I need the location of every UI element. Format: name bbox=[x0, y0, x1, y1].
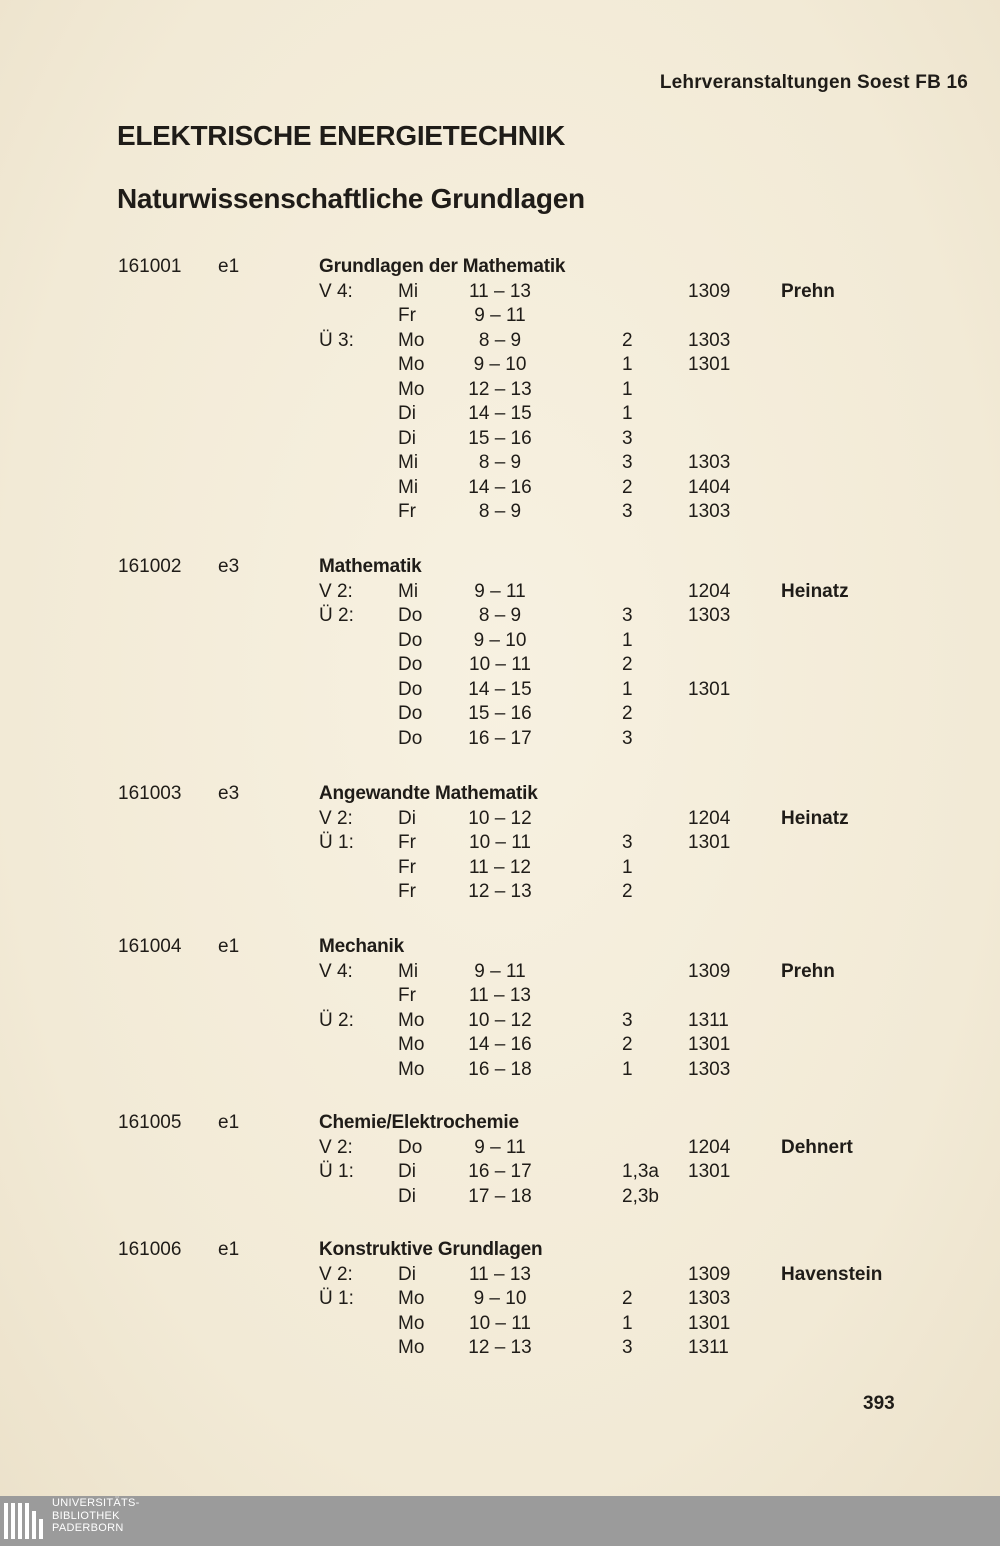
time-slot: 14 – 15 bbox=[468, 678, 532, 700]
room-number: 1301 bbox=[688, 1034, 731, 1055]
schedule-row bbox=[0, 807, 1000, 832]
session-type: V 2: bbox=[319, 1263, 353, 1285]
time-slot: 9 – 11 bbox=[474, 960, 526, 982]
time-slot: 9 – 11 bbox=[474, 305, 526, 326]
group-number: 2 bbox=[622, 1288, 633, 1309]
session-type: V 2: bbox=[319, 1136, 353, 1158]
course-header-row bbox=[0, 255, 1000, 280]
time-slot: 8 – 9 bbox=[478, 605, 522, 626]
schedule-row bbox=[0, 1033, 1000, 1058]
weekday: Mo bbox=[398, 378, 425, 400]
time-slot: 11 – 13 bbox=[469, 1263, 531, 1285]
group-number: 2 bbox=[622, 881, 633, 902]
course-code: e1 bbox=[218, 1112, 240, 1133]
time-slot: 9 – 10 bbox=[473, 354, 527, 375]
library-name-line: UNIVERSITÄTS- bbox=[52, 1497, 140, 1509]
group-number: 1 bbox=[622, 1058, 633, 1080]
group-number: 2 bbox=[622, 1034, 633, 1055]
lecturer-name: Dehnert bbox=[781, 1136, 853, 1158]
library-bars-icon bbox=[4, 1501, 44, 1541]
group-number: 3 bbox=[622, 452, 633, 473]
weekday: Do bbox=[398, 727, 423, 749]
course-header-row bbox=[0, 1111, 1000, 1136]
room-number: 1303 bbox=[688, 605, 731, 626]
weekday: Mo bbox=[398, 354, 425, 375]
course-title: Mathematik bbox=[319, 556, 422, 577]
weekday: Fr bbox=[398, 501, 416, 522]
course-code: e3 bbox=[218, 783, 240, 804]
time-slot: 15 – 16 bbox=[468, 427, 532, 449]
time-slot: 14 – 16 bbox=[468, 476, 532, 498]
weekday: Fr bbox=[398, 832, 416, 853]
time-slot: 10 – 11 bbox=[469, 1312, 531, 1334]
schedule-row bbox=[0, 702, 1000, 727]
weekday: Mo bbox=[398, 1034, 425, 1055]
weekday: Fr bbox=[398, 881, 416, 902]
weekday: Mi bbox=[398, 960, 419, 982]
time-slot: 9 – 10 bbox=[473, 629, 527, 651]
group-number: 1 bbox=[622, 629, 633, 651]
room-number: 1204 bbox=[688, 580, 731, 602]
chapter-title: ELEKTRISCHE ENERGIETECHNIK bbox=[117, 120, 566, 151]
weekday: Di bbox=[398, 1161, 416, 1182]
schedule-row bbox=[0, 678, 1000, 703]
session-type: V 2: bbox=[319, 580, 353, 602]
time-slot: 17 – 18 bbox=[468, 1185, 532, 1207]
weekday: Di bbox=[398, 403, 416, 424]
course-code: e1 bbox=[218, 1239, 240, 1260]
group-number: 2 bbox=[622, 703, 633, 724]
weekday: Di bbox=[398, 1263, 416, 1285]
weekday: Mo bbox=[398, 1288, 425, 1309]
library-name-line: BIBLIOTHEK bbox=[52, 1509, 120, 1522]
time-slot: 11 – 13 bbox=[469, 985, 531, 1006]
schedule-row bbox=[0, 1009, 1000, 1034]
schedule-row bbox=[0, 451, 1000, 476]
section-title: Naturwissenschaftliche Grundlagen bbox=[117, 183, 585, 214]
group-number: 2 bbox=[622, 654, 633, 675]
time-slot: 15 – 16 bbox=[468, 703, 532, 724]
weekday: Mo bbox=[398, 329, 425, 351]
session-type: Ü 2: bbox=[319, 605, 354, 626]
room-number: 1303 bbox=[688, 501, 731, 522]
room-number: 1309 bbox=[688, 280, 731, 302]
schedule-row bbox=[0, 960, 1000, 985]
room-number: 1303 bbox=[688, 452, 731, 473]
schedule-row bbox=[0, 1058, 1000, 1083]
group-number: 1 bbox=[622, 403, 633, 424]
time-slot: 10 – 11 bbox=[469, 832, 531, 853]
schedule-row bbox=[0, 653, 1000, 678]
schedule-row bbox=[0, 1185, 1000, 1210]
room-number: 1301 bbox=[688, 1312, 731, 1334]
session-type: V 2: bbox=[319, 807, 353, 829]
course-header-row bbox=[0, 782, 1000, 807]
time-slot: 9 – 11 bbox=[474, 580, 526, 602]
schedule-row bbox=[0, 427, 1000, 452]
weekday: Mo bbox=[398, 1337, 425, 1358]
weekday: Di bbox=[398, 807, 416, 829]
course-header-row bbox=[0, 1238, 1000, 1263]
group-number: 1 bbox=[622, 856, 633, 878]
course-header-row bbox=[0, 555, 1000, 580]
schedule-row bbox=[0, 727, 1000, 752]
time-slot: 12 – 13 bbox=[468, 881, 532, 902]
library-name-line: PADERBORN bbox=[52, 1522, 124, 1534]
weekday: Mo bbox=[398, 1312, 425, 1334]
group-number: 3 bbox=[622, 1337, 633, 1358]
lecturer-name: Heinatz bbox=[781, 580, 849, 602]
schedule-row bbox=[0, 856, 1000, 881]
weekday: Mi bbox=[398, 280, 419, 302]
lecturer-name: Heinatz bbox=[781, 807, 849, 829]
time-slot: 9 – 10 bbox=[473, 1288, 527, 1309]
group-number: 1 bbox=[622, 354, 633, 375]
group-number: 3 bbox=[622, 832, 633, 853]
schedule-row bbox=[0, 984, 1000, 1009]
room-number: 1303 bbox=[688, 329, 731, 351]
weekday: Mo bbox=[398, 1058, 425, 1080]
group-number: 3 bbox=[622, 501, 633, 522]
room-number: 1309 bbox=[688, 1263, 731, 1285]
schedule-row bbox=[0, 604, 1000, 629]
course-code: e1 bbox=[218, 936, 240, 957]
library-name bbox=[52, 1497, 140, 1535]
schedule-row bbox=[0, 304, 1000, 329]
weekday: Mi bbox=[398, 580, 419, 602]
group-number: 1 bbox=[622, 1312, 633, 1334]
time-slot: 11 – 13 bbox=[469, 280, 531, 302]
time-slot: 16 – 18 bbox=[468, 1058, 532, 1080]
page-number: 393 bbox=[863, 1393, 895, 1414]
group-number: 2 bbox=[622, 476, 633, 498]
room-number: 1303 bbox=[688, 1058, 731, 1080]
course-title: Chemie/Elektrochemie bbox=[319, 1112, 519, 1133]
course-number: 161004 bbox=[118, 936, 182, 957]
schedule-row bbox=[0, 1287, 1000, 1312]
room-number: 1404 bbox=[688, 476, 731, 498]
time-slot: 10 – 12 bbox=[468, 807, 532, 829]
group-number: 3 bbox=[622, 605, 633, 626]
time-slot: 11 – 12 bbox=[469, 856, 531, 878]
course-title: Grundlagen der Mathematik bbox=[319, 256, 566, 277]
schedule-row bbox=[0, 402, 1000, 427]
session-type: Ü 2: bbox=[319, 1009, 354, 1031]
session-type: V 4: bbox=[319, 280, 353, 302]
room-number: 1204 bbox=[688, 807, 731, 829]
course-title: Angewandte Mathematik bbox=[319, 783, 538, 804]
schedule-row bbox=[0, 1312, 1000, 1337]
group-number: 2,3b bbox=[622, 1185, 659, 1207]
schedule-row bbox=[0, 1336, 1000, 1361]
schedule-row bbox=[0, 831, 1000, 856]
time-slot: 9 – 11 bbox=[474, 1136, 526, 1158]
schedule-row bbox=[0, 378, 1000, 403]
time-slot: 8 – 9 bbox=[478, 329, 522, 351]
weekday: Do bbox=[398, 629, 423, 651]
group-number: 1 bbox=[622, 378, 633, 400]
weekday: Do bbox=[398, 605, 423, 626]
course-code: e3 bbox=[218, 556, 240, 577]
course-number: 161002 bbox=[118, 556, 182, 577]
time-slot: 10 – 12 bbox=[468, 1009, 532, 1031]
weekday: Fr bbox=[398, 305, 416, 326]
time-slot: 12 – 13 bbox=[468, 1337, 532, 1358]
group-number: 1,3a bbox=[622, 1161, 659, 1182]
lecturer-name: Prehn bbox=[781, 960, 835, 982]
schedule-row bbox=[0, 353, 1000, 378]
time-slot: 12 – 13 bbox=[468, 378, 532, 400]
course-title: Konstruktive Grundlagen bbox=[319, 1239, 543, 1260]
time-slot: 14 – 16 bbox=[468, 1034, 532, 1055]
time-slot: 10 – 11 bbox=[469, 654, 531, 675]
weekday: Di bbox=[398, 427, 416, 449]
room-number: 1309 bbox=[688, 960, 731, 982]
schedule-row bbox=[0, 1263, 1000, 1288]
course-title: Mechanik bbox=[319, 936, 404, 957]
session-type: Ü 1: bbox=[319, 832, 354, 853]
running-header: Lehrveranstaltungen Soest FB 16 bbox=[659, 72, 968, 93]
lecturer-name: Prehn bbox=[781, 280, 835, 302]
weekday: Mi bbox=[398, 476, 419, 498]
session-type: Ü 3: bbox=[319, 329, 354, 351]
schedule-row bbox=[0, 476, 1000, 501]
group-number: 1 bbox=[622, 678, 633, 700]
session-type: Ü 1: bbox=[319, 1161, 354, 1182]
room-number: 1301 bbox=[688, 678, 731, 700]
group-number: 2 bbox=[622, 329, 633, 351]
time-slot: 16 – 17 bbox=[468, 1161, 532, 1182]
schedule-row bbox=[0, 1136, 1000, 1161]
room-number: 1301 bbox=[688, 354, 731, 375]
group-number: 3 bbox=[622, 727, 633, 749]
group-number: 3 bbox=[622, 427, 633, 449]
weekday: Do bbox=[398, 678, 423, 700]
session-type: Ü 1: bbox=[319, 1288, 354, 1309]
room-number: 1303 bbox=[688, 1288, 731, 1309]
course-number: 161003 bbox=[118, 783, 182, 804]
weekday: Do bbox=[398, 1136, 423, 1158]
course-number: 161006 bbox=[118, 1239, 182, 1260]
time-slot: 16 – 17 bbox=[468, 727, 532, 749]
schedule-row bbox=[0, 580, 1000, 605]
weekday: Mi bbox=[398, 452, 419, 473]
room-number: 1311 bbox=[688, 1009, 729, 1031]
schedule-row bbox=[0, 880, 1000, 905]
room-number: 1204 bbox=[688, 1136, 731, 1158]
course-number: 161005 bbox=[118, 1112, 182, 1133]
schedule-row bbox=[0, 280, 1000, 305]
time-slot: 8 – 9 bbox=[478, 452, 522, 473]
schedule-row bbox=[0, 629, 1000, 654]
time-slot: 8 – 9 bbox=[478, 501, 522, 522]
weekday: Do bbox=[398, 703, 423, 724]
group-number: 3 bbox=[622, 1009, 633, 1031]
course-header-row bbox=[0, 935, 1000, 960]
weekday: Fr bbox=[398, 985, 416, 1006]
session-type: V 4: bbox=[319, 960, 353, 982]
room-number: 1311 bbox=[688, 1337, 729, 1358]
schedule-row bbox=[0, 1160, 1000, 1185]
weekday: Do bbox=[398, 654, 423, 675]
course-number: 161001 bbox=[118, 256, 182, 277]
room-number: 1301 bbox=[688, 832, 731, 853]
schedule-row bbox=[0, 329, 1000, 354]
time-slot: 14 – 15 bbox=[468, 403, 532, 424]
weekday: Mo bbox=[398, 1009, 425, 1031]
lecturer-name: Havenstein bbox=[781, 1263, 883, 1285]
schedule-row bbox=[0, 500, 1000, 525]
course-code: e1 bbox=[218, 256, 240, 277]
library-footer bbox=[0, 1496, 1000, 1546]
room-number: 1301 bbox=[688, 1161, 731, 1182]
weekday: Fr bbox=[398, 856, 416, 878]
weekday: Di bbox=[398, 1185, 416, 1207]
